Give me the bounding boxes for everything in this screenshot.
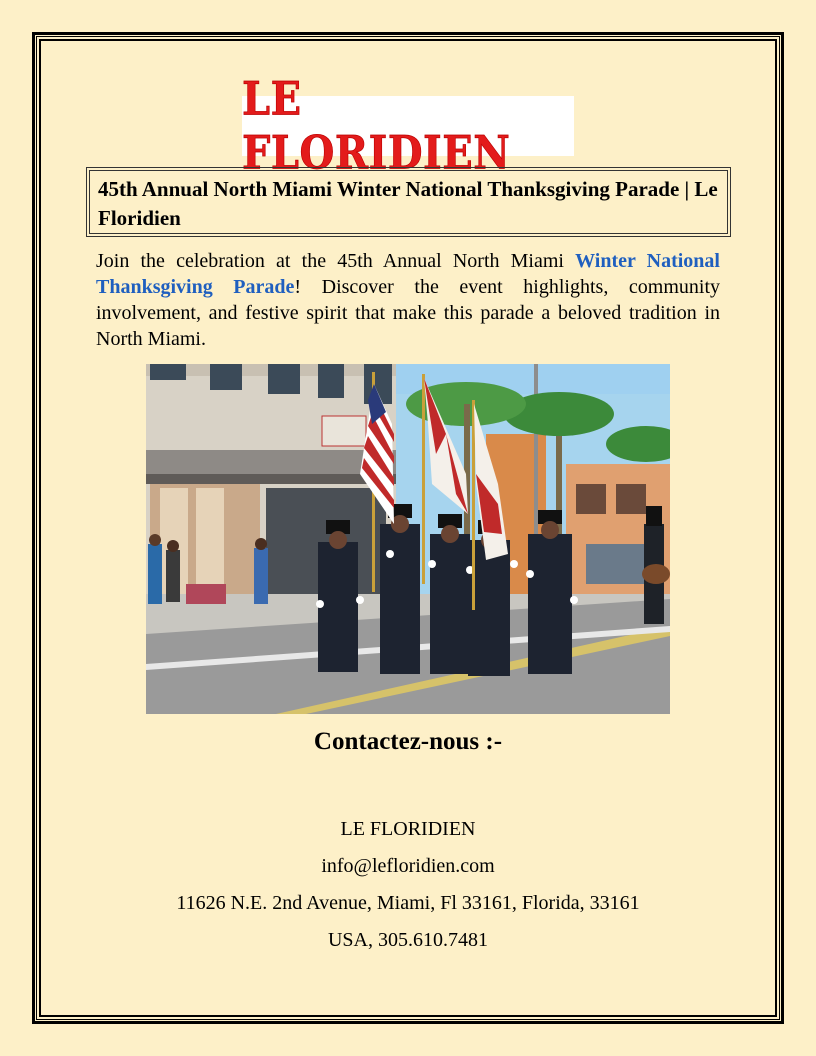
parade-photo-illustration	[146, 364, 670, 714]
contact-heading: Contactez-nous :-	[313, 728, 503, 755]
contact-name: LE FLORIDIEN	[340, 818, 476, 840]
intro-text-after: ! Discover the event highlights, community involvement, and festive spirit that make this parade a beloved tradition in North Miami.	[96, 276, 720, 350]
parade-link[interactable]: Winter National Thanksgiving Parade	[96, 250, 720, 298]
logo-text: LE FLORIDIEN	[242, 71, 511, 181]
title-box	[86, 167, 731, 237]
contact-email[interactable]: info@lefloridien.com	[321, 855, 495, 877]
logo	[242, 71, 574, 181]
contact-country-phone: USA, 305.610.7481	[327, 929, 488, 951]
parade-photo	[146, 364, 670, 714]
contact-address: 11626 N.E. 2nd Avenue, Miami, Fl 33161, Florida, 33161	[176, 892, 640, 914]
page-title: 45th Annual North Miami Winter National Thanksgiving Parade | Le Floridien	[89, 170, 728, 234]
intro-paragraph	[96, 248, 720, 352]
intro-text-before: Join the celebration at the 45th Annual North Miami	[96, 250, 576, 272]
